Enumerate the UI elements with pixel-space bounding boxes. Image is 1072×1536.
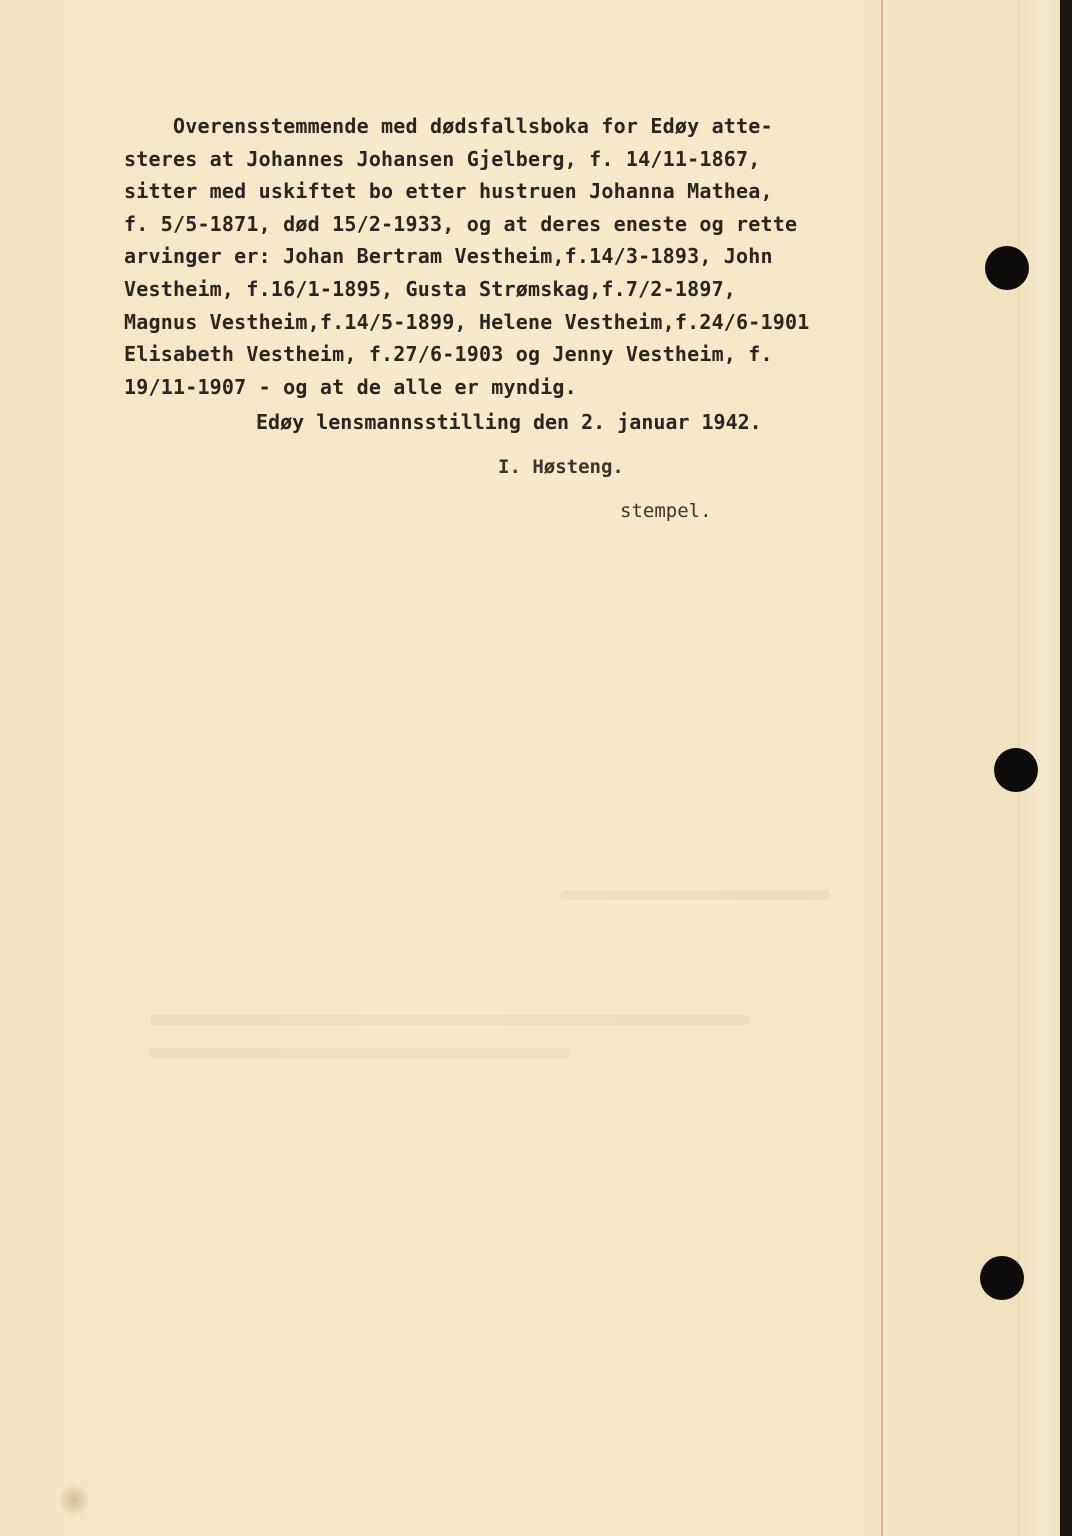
body-line: Vestheim, f.16/1-1895, Gusta Strømskag,f.7/2-1897, <box>124 276 737 301</box>
body-line: sitter med uskiftet bo etter hustruen Johanna Mathea, <box>124 179 773 204</box>
stamp-note: stempel. <box>620 500 712 522</box>
punch-hole-icon <box>985 246 1029 290</box>
body-line: Magnus Vestheim,f.14/5-1899, Helene Vestheim,f.24/6-1901 <box>124 309 810 334</box>
body-line: arvinger er: Johan Bertram Vestheim,f.14/3-1893, John <box>124 244 773 269</box>
body-line: f. 5/5-1871, død 15/2-1933, og at deres eneste og rette <box>124 211 798 236</box>
certificate-body <box>124 110 864 403</box>
signature-name: I. Høsteng. <box>498 456 624 478</box>
body-line: steres at Johannes Johansen Gjelberg, f. 14/11-1867, <box>124 146 761 171</box>
punch-hole-icon <box>994 748 1038 792</box>
place-date-line: Edøy lensmannsstilling den 2. januar 1942. <box>256 410 762 434</box>
body-line: 19/11-1907 - og at de alle er myndig. <box>124 374 577 399</box>
bleed-through-mark <box>560 890 830 900</box>
bleed-through-mark <box>150 1048 570 1058</box>
stain-mark <box>60 1480 88 1520</box>
body-line: Elisabeth Vestheim, f.27/6-1903 og Jenny Vestheim, f. <box>124 342 773 367</box>
punch-hole-icon <box>980 1256 1024 1300</box>
body-line: Overensstemmende med dødsfallsboka for Edøy atte- <box>124 114 773 138</box>
bleed-through-mark <box>150 1015 750 1025</box>
red-margin-line <box>881 0 883 1536</box>
